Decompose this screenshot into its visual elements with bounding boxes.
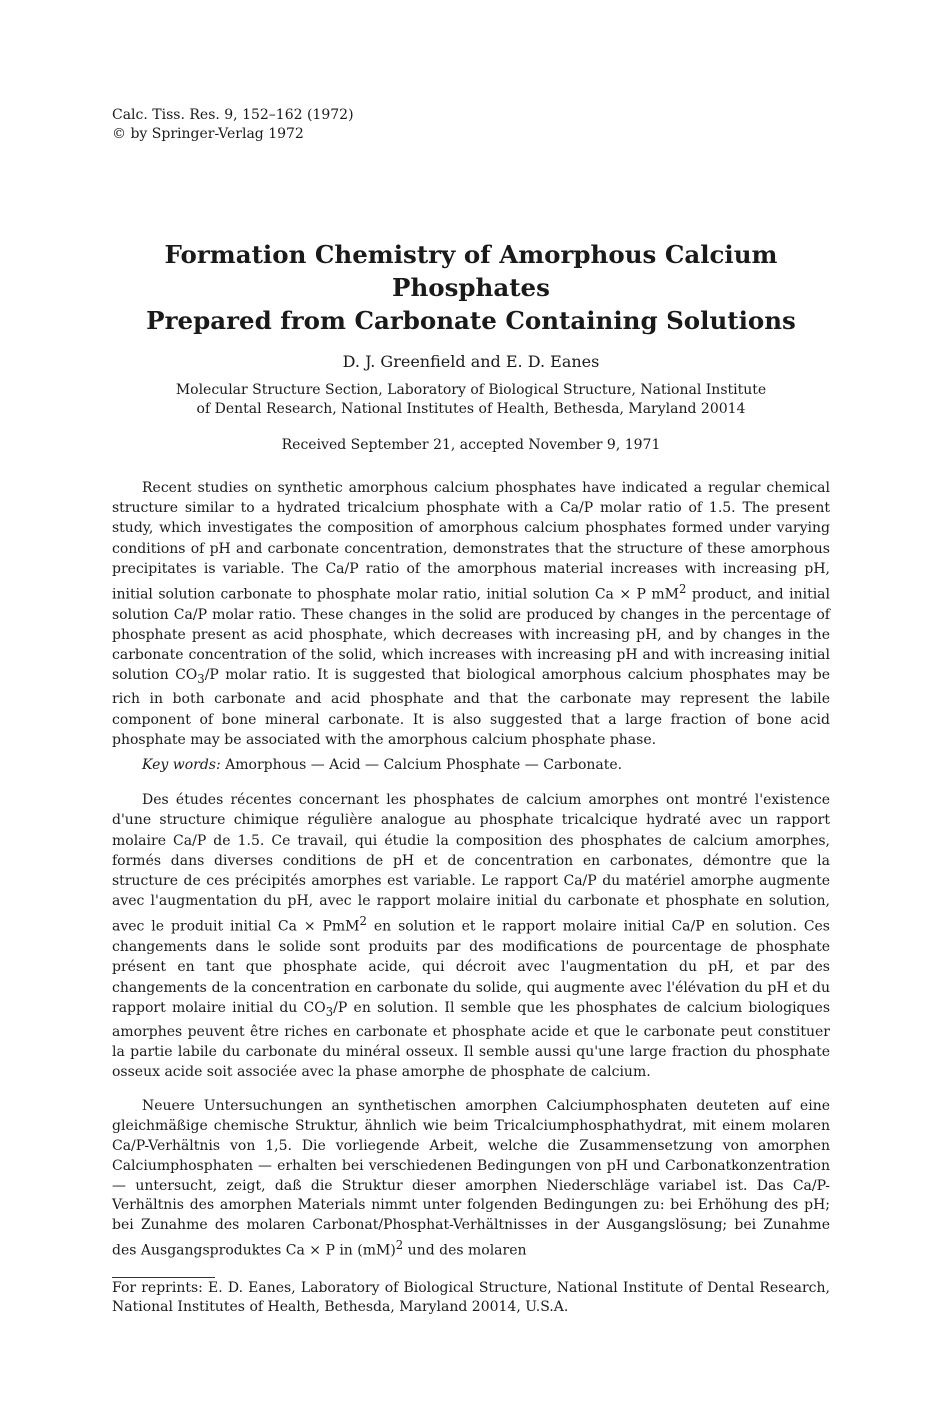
keywords [112, 755, 830, 775]
affiliation-line-2: of Dental Research, National Institutes of Health, Bethesda, Maryland 20014 [196, 401, 746, 417]
page-body [112, 106, 830, 1261]
abstract-german [112, 1097, 830, 1261]
title-line-1: Formation Chemistry of Amorphous Calcium Phosphates [164, 240, 778, 302]
abstract-fr-text-3: /P en solution. Il semble que les phosphates de calcium biologiques amorphes peuvent être riches en carbonate et phosphate acide et que le carbonate peut constituer la partie labile du carbonate du minéral osseux. Il semble aussi qu'une large fraction du phosphate osseux acide soit associée avec la phase amorphe de phosphate de calcium. [112, 999, 831, 1081]
title-line-2: Prepared from Carbonate Containing Solutions [146, 306, 796, 335]
abstract-de-sup: 2 [395, 1237, 404, 1252]
article-title [112, 238, 830, 337]
abstract-fr-sup: 2 [359, 914, 367, 929]
journal-line: Calc. Tiss. Res. 9, 152–162 (1972) [112, 107, 354, 123]
affiliation [112, 381, 830, 419]
abstract-fr-text-2: en solution et le rapport molaire initial Ca/P en solution. Ces changements dans le solide sont produits par des modifications de pourcentage de phosphate présent en tant que phosphate acide, qui décroit avec l'augmentation du pH, et par des changements de la concentration en carbonate du solide, qui augmente avec l'élévation du pH et du rapport molaire initial du CO [112, 918, 830, 1016]
copyright-line: © by Springer-Verlag 1972 [112, 126, 304, 142]
abstract-en-sup: 2 [679, 582, 687, 597]
keywords-label: Key words: [142, 757, 221, 774]
authors: D. J. Greenfield and E. D. Eanes [342, 352, 600, 371]
abstract-de-text-1: Neuere Untersuchungen an synthetischen amorphen Calciumphosphaten deuteten auf eine gleichmäßige chemische Struktur, ähnlich wie beim Tricalciumphosphathydrat, mit einem molaren Ca/P-Verhältnis von 1,5. Die vorliegende Arbeit, welche die Zusammensetzung von amorphen Calciumphosphaten — erhalten bei verschiedenen Bedingungen von pH und Carbonatkonzentration — untersucht, zeigt, daß die Struktur dieser amorphen Niederschläge variabel ist. Das Ca/P-Verhältnis des amorphen Materials nimmt unter folgenden Bedingungen zu: bei Erhöhung des pH; bei Zunahme des molaren Carbonat/Phosphat-Verhältnisses in der Ausgangslösung; bei Zunahme des Ausgangsproduktes Ca × P in (mM) [112, 1098, 830, 1259]
abstract-de-text-2: und des molaren [403, 1242, 527, 1259]
abstract-en-sub: 3 [197, 672, 205, 687]
affiliation-line-1: Molecular Structure Section, Laboratory of Biological Structure, National Institute [175, 382, 767, 398]
abstract-en-text-3: /P molar ratio. It is suggested that biological amorphous calcium phosphates may be rich in both carbonate and acid phosphate and that the carbonate may represent the labile component of bone mineral carbonate. It is also suggested that a large fraction of bone acid phosphate may be associated with the amorphous calcium phosphate phase. [112, 667, 831, 748]
abstract-en-text-2: product, and initial solution Ca/P molar ratio. These changes in the solid are produced by changes in the percentage of phosphate present as acid phosphate, which decreases with increasing pH, and by changes in the carbonate concentration of the solid, which increases with increasing pH and with increasing initial solution CO [112, 586, 830, 684]
journal-citation [112, 106, 830, 144]
abstract-french [112, 790, 830, 1082]
abstract-english [112, 478, 830, 750]
keywords-text: Amorphous — Acid — Calcium Phosphate — Carbonate. [220, 757, 623, 774]
abstract-fr-sub: 3 [325, 1004, 334, 1019]
received-dates: Received September 21, accepted November 9, 1971 [281, 437, 661, 453]
reprints-footnote: For reprints: E. D. Eanes, Laboratory of Biological Structure, National Institute of Dental Research, National Institutes of Health, Bethesda, Maryland 20014, U.S.A. [112, 1280, 830, 1315]
footnote-divider [112, 1277, 215, 1278]
abstract-fr-text-1: Des études récentes concernant les phosphates de calcium amorphes ont montré l'existence d'une structure chimique régulière analogue au phosphate tricalcique hydraté avec un rapport molaire Ca/P de 1.5. Ce travail, qui étudie la composition des phosphates de calcium amorphes, formés dans diverses conditions de pH et de concentration en carbonates, démontre que la structure de ces précipités amorphes est variable. Le rapport Ca/P du matériel amorphe augmente avec l'augmentation du pH, avec le rapport molaire initial du carbonate et phosphate en solution, avec le produit initial Ca × PmM [112, 792, 830, 935]
abstract-en-text-1: Recent studies on synthetic amorphous calcium phosphates have indicated a regular chemical structure similar to a hydrated tricalcium phosphate with a Ca/P molar ratio of 1.5. The present study, which investigates the composition of amorphous calcium phosphates formed under varying conditions of pH and carbonate concentration, demonstrates that the structure of these amorphous precipitates is variable. The Ca/P ratio of the amorphous material increases with increasing pH, initial solution carbonate to phosphate molar ratio, initial solution Ca × P mM [112, 480, 830, 603]
